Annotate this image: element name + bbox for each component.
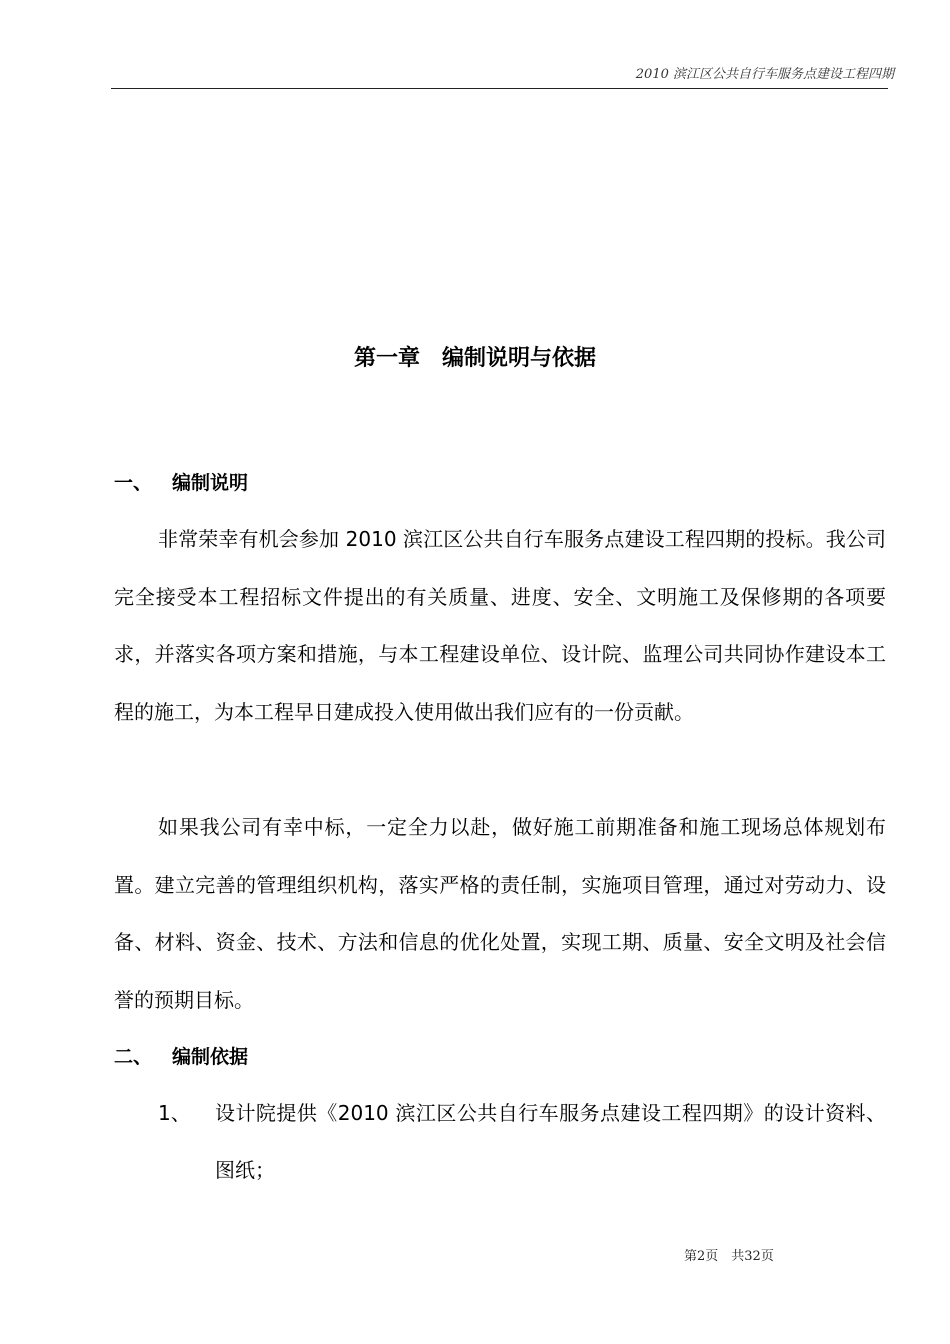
section-heading-1	[114, 468, 248, 498]
list-item-number: 1、	[158, 1101, 191, 1125]
section-title: 编制依据	[172, 1046, 249, 1068]
chapter-title: 第一章 编制说明与依据	[353, 346, 596, 371]
list-item-text: 设计院提供《2010 滨江区公共自行车服务点建设工程四期》的设计资料、图纸；	[215, 1101, 886, 1182]
paragraph-commitment: 如果我公司有幸中标，一定全力以赴，做好施工前期准备和施工现场总体规划布置。建立完善的管理组织机构，落实严格的责任制，实施项目管理，通过对劳动力、设备、材料、资金、技术、方法和信息的优化处置，实现工期、质量、安全文明及社会信誉的预期目标。	[114, 815, 886, 1012]
list-item	[114, 1085, 886, 1199]
section-number: 一、	[114, 472, 153, 494]
paragraph-intro: 非常荣幸有机会参加 2010 滨江区公共自行车服务点建设工程四期的投标。我公司完全接受本工程招标文件提出的有关质量、进度、安全、文明施工及保修期的各项要求，并落实各项方案和措施，与本工程建设单位、设计院、监理公司共同协作建设本工程的施工，为本工程早日建成投入使用做出我们应有的一份贡献。	[114, 527, 886, 724]
section-heading-2	[114, 1042, 248, 1072]
section-title: 编制说明	[172, 472, 249, 494]
running-header: 2010 滨江区公共自行车服务点建设工程四期	[635, 67, 894, 82]
header-divider	[111, 88, 888, 89]
section-number: 二、	[114, 1046, 153, 1068]
page-footer: 第2页 共32页	[684, 1249, 774, 1264]
